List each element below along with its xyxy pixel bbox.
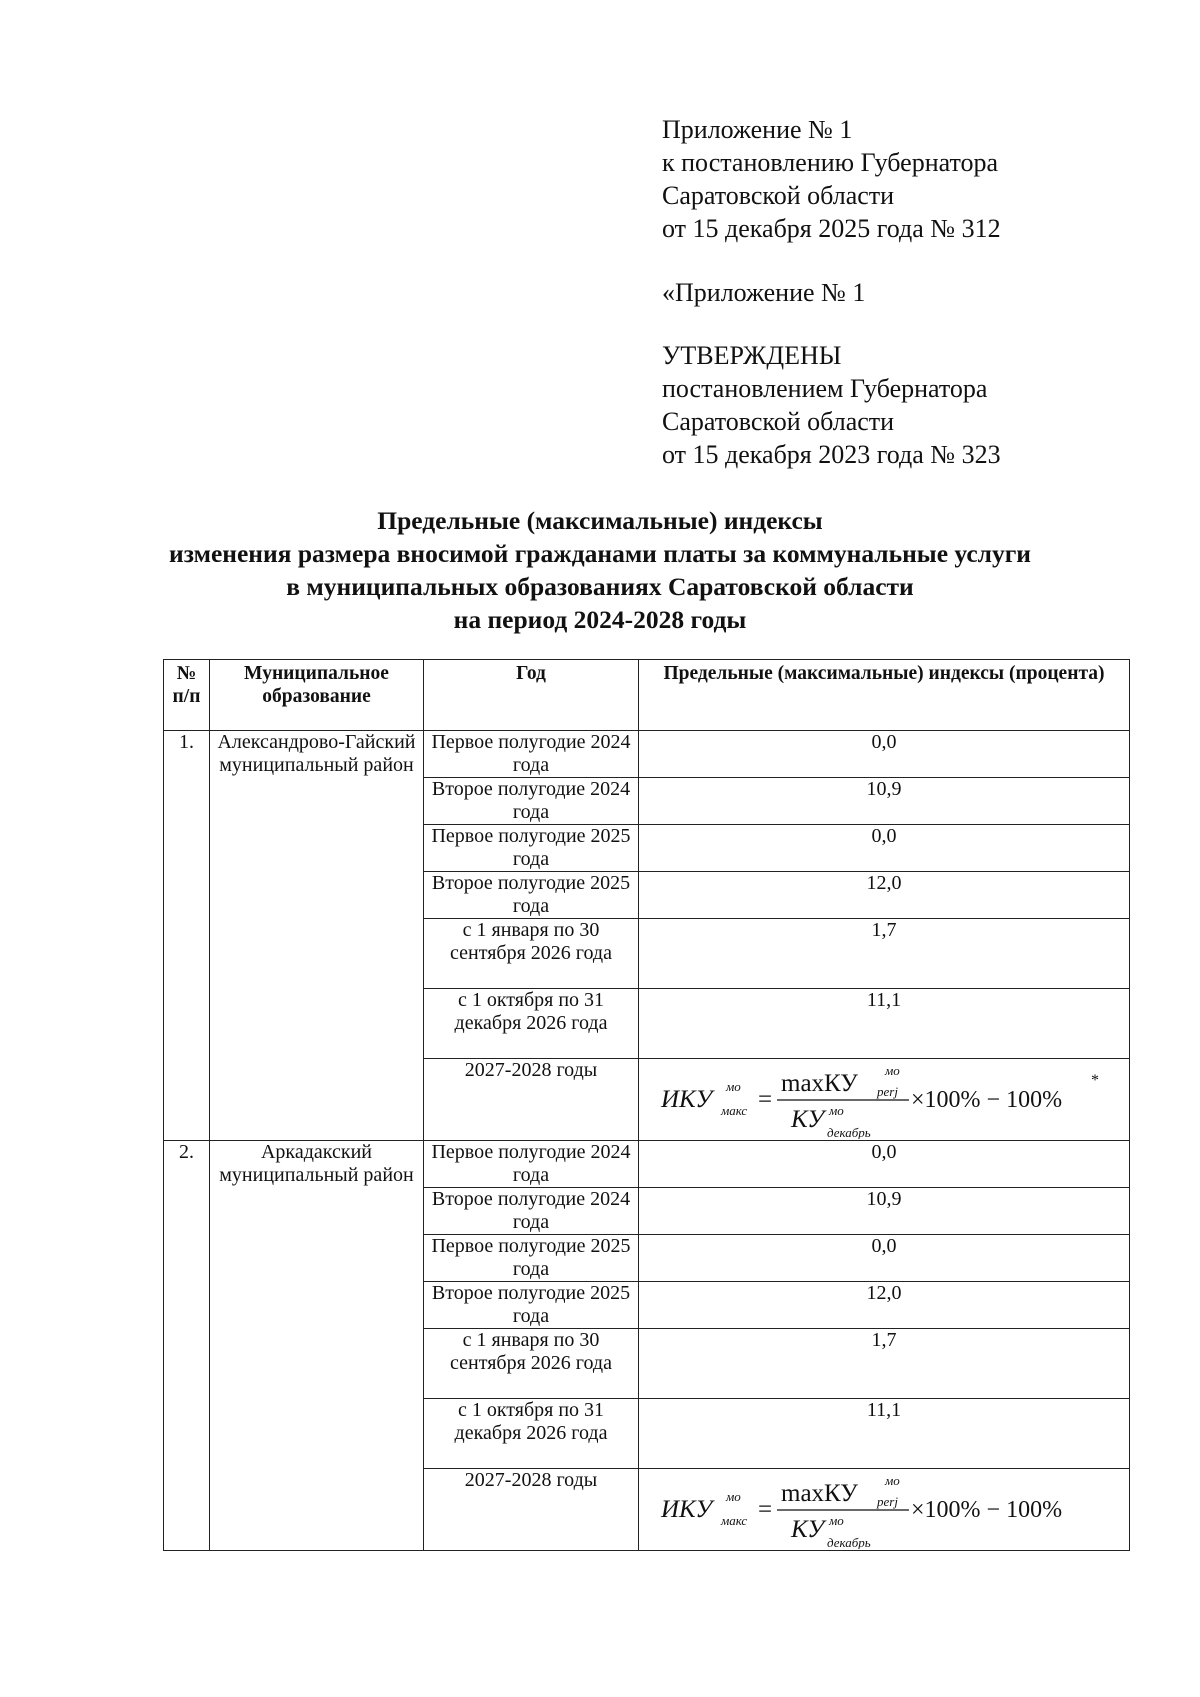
period-cell: Первое полугодие 2024 года (424, 731, 639, 778)
formula-denominator: КУ (791, 1106, 825, 1133)
formula-equals: = (758, 1086, 773, 1113)
formula-denominator-sub: декабрь (827, 1125, 871, 1139)
approval-block-appendix (662, 276, 1122, 309)
formula-tail: ×100% − 100% (911, 1087, 1063, 1113)
formula-graphic (639, 1059, 1069, 1139)
municipality-name: Аркадакский муниципальный район (210, 1141, 424, 1551)
period-cell: 2027-2028 годы (424, 1059, 639, 1141)
period-cell: Первое полугодие 2025 года (424, 1235, 639, 1282)
approval-line: от 15 декабря 2025 года № 312 (662, 214, 1001, 243)
formula-tail: ×100% − 100% (911, 1497, 1063, 1523)
index-value: 10,9 (639, 1188, 1130, 1235)
index-value: 0,0 (639, 1141, 1130, 1188)
formula-numerator-sub: perj (877, 1084, 898, 1099)
formula-lhs: ИКУ (661, 1496, 713, 1523)
index-value: 12,0 (639, 1282, 1130, 1329)
formula-numerator-sup: мо (885, 1063, 900, 1078)
row-number: 1. (164, 731, 210, 1141)
title-line: в муниципальных образованиях Саратовской области (286, 572, 914, 601)
index-value: 11,1 (639, 1399, 1130, 1469)
approval-line: Приложение № 1 (662, 115, 853, 144)
index-value: 1,7 (639, 1329, 1130, 1399)
index-value: 0,0 (639, 825, 1130, 872)
formula-lhs-sub: макс (721, 1103, 748, 1118)
period-cell: с 1 января по 30 сентября 2026 года (424, 1329, 639, 1399)
formula-lhs-sub: макс (721, 1513, 748, 1528)
table-row (164, 731, 1130, 778)
index-value: 11,1 (639, 989, 1130, 1059)
index-value: 0,0 (639, 1235, 1130, 1282)
formula-numerator-sup: мо (885, 1473, 900, 1488)
formula-denominator-sup: мо (829, 1513, 844, 1528)
formula-numerator: maxКУ (781, 1480, 858, 1507)
formula-cell (639, 1059, 1130, 1141)
title-line: Предельные (максимальные) индексы (377, 506, 823, 535)
title-line: на период 2024-2028 годы (453, 605, 747, 634)
approval-line: Саратовской области (662, 181, 895, 210)
formula-cell (639, 1469, 1130, 1551)
formula-graphic (639, 1469, 1069, 1549)
formula-denominator: КУ (791, 1516, 825, 1543)
formula-numerator-sub: perj (877, 1494, 898, 1509)
header-index: Предельные (максимальные) индексы (процента) (639, 660, 1130, 731)
index-value: 0,0 (639, 731, 1130, 778)
header-num: № п/п (164, 660, 210, 731)
municipality-name: Александрово-Гайский муниципальный район (210, 731, 424, 1141)
approval-line: к постановлению Губернатора (662, 148, 999, 177)
approval-line: постановлением Губернатора (662, 374, 988, 403)
approval-block-approved (662, 339, 1122, 471)
approval-line: УТВЕРЖДЕНЫ (662, 341, 842, 370)
formula-denominator-sup: мо (829, 1103, 844, 1118)
title-line: изменения размера вносимой гражданами платы за коммунальные услуги (169, 539, 1031, 568)
approval-line: «Приложение № 1 (662, 278, 866, 307)
formula-numerator: maxКУ (781, 1070, 858, 1097)
period-cell: Первое полугодие 2025 года (424, 825, 639, 872)
row-number: 2. (164, 1141, 210, 1551)
table-row (164, 1141, 1130, 1188)
index-value: 1,7 (639, 919, 1130, 989)
period-cell: 2027-2028 годы (424, 1469, 639, 1551)
period-cell: с 1 октября по 31 декабря 2026 года (424, 989, 639, 1059)
period-cell: с 1 октября по 31 декабря 2026 года (424, 1399, 639, 1469)
approval-line: от 15 декабря 2023 года № 323 (662, 440, 1001, 469)
formula-lhs-sup: мо (726, 1489, 741, 1504)
period-cell: Второе полугодие 2024 года (424, 1188, 639, 1235)
period-cell: Второе полугодие 2024 года (424, 778, 639, 825)
period-cell: Первое полугодие 2024 года (424, 1141, 639, 1188)
approval-line: Саратовской области (662, 407, 895, 436)
formula-equals: = (758, 1496, 773, 1523)
indices-table (163, 659, 1130, 1551)
formula-lhs: ИКУ (661, 1086, 713, 1113)
index-value: 10,9 (639, 778, 1130, 825)
table-header-row (164, 660, 1130, 731)
approval-block-amendment (662, 113, 1122, 245)
index-value: 12,0 (639, 872, 1130, 919)
footnote-mark: * (1091, 1072, 1099, 1089)
formula-lhs-sup: мо (726, 1079, 741, 1094)
period-cell: Второе полугодие 2025 года (424, 872, 639, 919)
header-municipality: Муниципальное образование (210, 660, 424, 731)
period-cell: с 1 января по 30 сентября 2026 года (424, 919, 639, 989)
document-title (100, 504, 1100, 636)
header-year: Год (424, 660, 639, 731)
formula-denominator-sub: декабрь (827, 1535, 871, 1549)
period-cell: Второе полугодие 2025 года (424, 1282, 639, 1329)
